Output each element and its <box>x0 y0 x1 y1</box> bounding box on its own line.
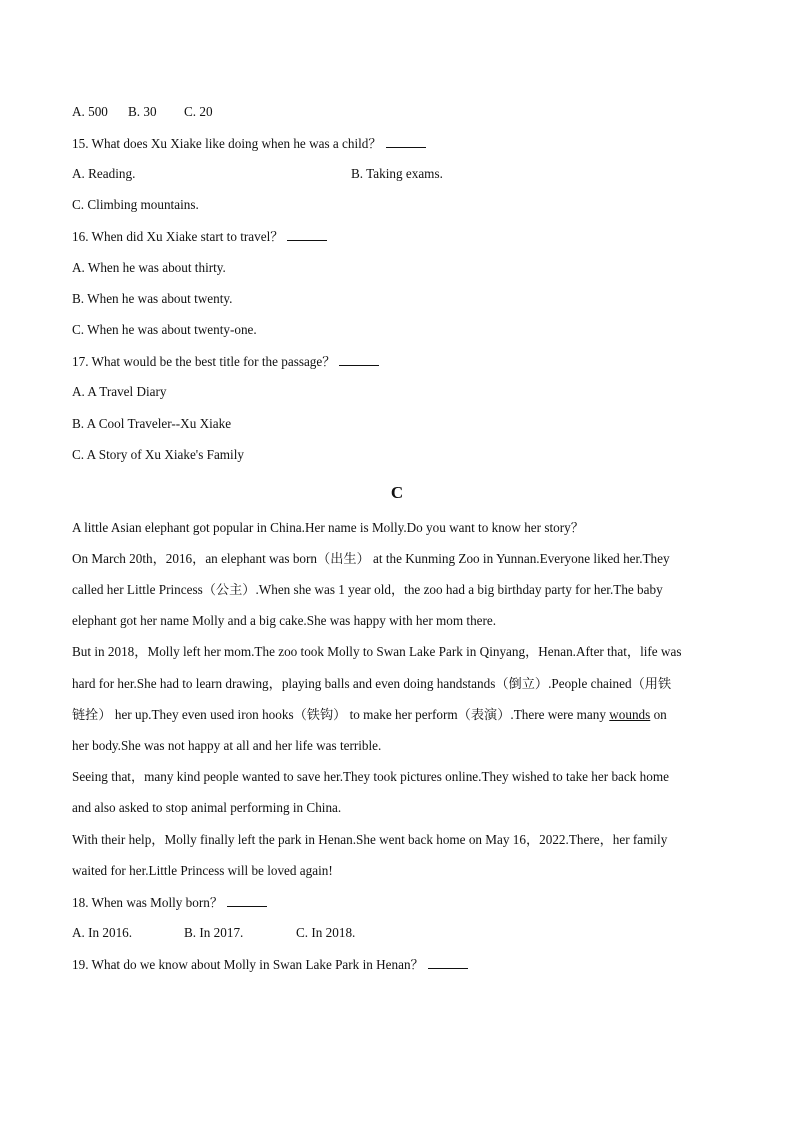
q15-answer-blank <box>386 135 426 148</box>
q17-option-b: B. A Cool Traveler--Xu Xiake <box>72 416 232 431</box>
passage-line: hard for her.She had to learn drawing，playing balls and even doing handstands（倒立）.People chained（用铁 <box>72 676 672 691</box>
passage-line: and also asked to stop animal performing in China. <box>72 800 342 815</box>
q18-question-text: 18. When was Molly born？ <box>72 895 224 910</box>
q19-question <box>72 956 468 973</box>
q18-option-a: A. In 2016. <box>72 925 133 940</box>
q15-option-b: B. Taking exams. <box>351 166 443 181</box>
q15-options-row <box>72 166 443 182</box>
passage-line <box>72 707 667 723</box>
section-heading: C <box>390 483 404 502</box>
passage-line: waited for her.Little Princess will be loved again! <box>72 863 333 878</box>
q17-question-text: 17. What would be the best title for the passage？ <box>72 354 336 369</box>
q16-question-text: 16. When did Xu Xiake start to travel？ <box>72 229 284 244</box>
passage-line-tail: on <box>650 707 667 722</box>
passage-line: A little Asian elephant got popular in China.Her name is Molly.Do you want to know her story？ <box>72 520 584 535</box>
passage-line: called her Little Princess（公主）.When she was 1 year old，the zoo had a big birthday party for her.The baby <box>72 582 663 597</box>
q16-question <box>72 228 327 245</box>
passage-line: But in 2018，Molly left her mom.The zoo took Molly to Swan Lake Park in Qinyang，Henan.After that，life was <box>72 644 682 659</box>
q18-option-b: B. In 2017. <box>184 925 244 940</box>
q18-options-row <box>72 925 356 941</box>
q15-question-text: 15. What does Xu Xiake like doing when he was a child？ <box>72 136 382 151</box>
q14-option-b: B. 30 <box>128 104 157 119</box>
q17-question <box>72 353 379 370</box>
q15-option-a: A. Reading. <box>72 166 136 181</box>
q16-option-a: A. When he was about thirty. <box>72 260 226 275</box>
q16-option-c: C. When he was about twenty-one. <box>72 322 257 337</box>
passage-line-text: 链拴） her up.They even used iron hooks（铁钩） to make her perform（表演）.There were many <box>72 707 610 722</box>
passage-line: her body.She was not happy at all and her life was terrible. <box>72 738 382 753</box>
q14-option-a: A. 500 <box>72 104 108 119</box>
q17-option-a: A. A Travel Diary <box>72 384 167 399</box>
q15-question <box>72 135 426 152</box>
passage-line: With their help，Molly finally left the park in Henan.She went back home on May 16，2022.There，her family <box>72 832 668 847</box>
q19-question-text: 19. What do we know about Molly in Swan Lake Park in Henan？ <box>72 957 424 972</box>
q16-option-b: B. When he was about twenty. <box>72 291 233 306</box>
passage-line: elephant got her name Molly and a big cake.She was happy with her mom there. <box>72 613 497 628</box>
q18-question <box>72 894 267 911</box>
q17-answer-blank <box>339 353 379 366</box>
passage-line: Seeing that，many kind people wanted to save her.They took pictures online.They wished to take her back home <box>72 769 669 784</box>
q16-answer-blank <box>287 228 327 241</box>
q19-answer-blank <box>428 956 468 969</box>
passage-line: On March 20th，2016，an elephant was born（出生） at the Kunming Zoo in Yunnan.Everyone liked her.They <box>72 551 670 566</box>
q18-answer-blank <box>227 894 267 907</box>
q18-option-c: C. In 2018. <box>296 925 356 940</box>
underlined-word: wounds <box>609 707 651 722</box>
q14-options <box>72 104 213 120</box>
q15-option-c: C. Climbing mountains. <box>72 197 199 212</box>
q14-option-c: C. 20 <box>184 104 213 119</box>
q17-option-c: C. A Story of Xu Xiake's Family <box>72 447 244 462</box>
